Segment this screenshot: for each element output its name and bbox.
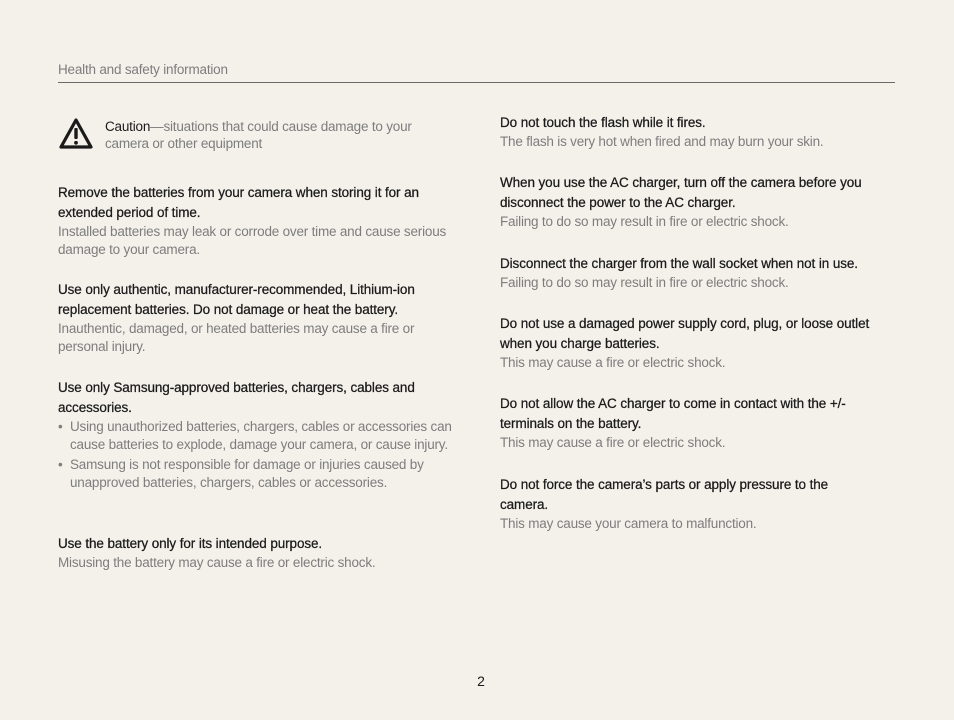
item-heading: Do not force the camera’s parts or apply pressure to the camera. xyxy=(500,477,829,512)
warning-triangle-icon xyxy=(58,117,94,151)
item-heading: Use only authentic, manufacturer-recommended, Lithium-ion replacement batteries. Do not damage or heat the battery. xyxy=(58,282,415,317)
safety-item-disconnect-charger xyxy=(500,254,895,292)
item-body: Installed batteries may leak or corrode over time and cause serious damage to your camera. xyxy=(58,224,447,257)
item-body: Failing to do so may result in fire or electric shock. xyxy=(500,214,789,229)
item-body: This may cause a fire or electric shock. xyxy=(500,355,726,370)
item-heading: Remove the batteries from your camera when storing it for an extended period of time. xyxy=(58,185,419,220)
item-heading: Use only Samsung-approved batteries, chargers, cables and accessories. xyxy=(58,380,415,415)
item-body: Misusing the battery may cause a fire or electric shock. xyxy=(58,555,376,570)
item-heading: When you use the AC charger, turn off the camera before you disconnect the power to the AC charger. xyxy=(500,175,862,210)
bullet-item: • Samsung is not responsible for damage or injuries caused by unapproved batteries, chargers, cables or accessories. xyxy=(58,456,456,491)
header-divider xyxy=(58,82,895,83)
page-number: 2 xyxy=(477,673,485,689)
safety-item-ac-charger-off xyxy=(500,173,895,231)
item-body: This may cause your camera to malfunction. xyxy=(500,516,757,531)
item-heading: Do not use a damaged power supply cord, plug, or loose outlet when you charge batteries. xyxy=(500,316,870,351)
caution-notice xyxy=(58,117,458,157)
caution-description: —situations that could cause damage to your camera or other equipment xyxy=(105,119,412,151)
item-heading: Use the battery only for its intended purpose. xyxy=(58,536,323,551)
caution-text xyxy=(105,118,457,152)
item-heading: Do not touch the flash while it fires. xyxy=(500,115,706,130)
item-body: The flash is very hot when fired and may burn your skin. xyxy=(500,134,824,149)
item-body: Failing to do so may result in fire or electric shock. xyxy=(500,275,789,290)
safety-item-force-parts xyxy=(500,475,875,533)
safety-item-terminals xyxy=(500,394,875,452)
safety-item-damaged-cord xyxy=(500,314,895,372)
header-title: Health and safety information xyxy=(58,62,228,77)
item-bullet-list xyxy=(58,418,456,491)
safety-item-remove-batteries xyxy=(58,183,448,259)
safety-item-authentic-batteries xyxy=(58,280,448,356)
safety-item-approved-accessories xyxy=(58,378,456,494)
item-heading: Disconnect the charger from the wall socket when not in use. xyxy=(500,256,858,271)
item-body: This may cause a fire or electric shock. xyxy=(500,435,726,450)
caution-label: Caution xyxy=(105,119,151,134)
bullet-item: • Using unauthorized batteries, chargers, cables or accessories can cause batteries to explode, damage your camera, or cause injury. xyxy=(58,418,456,453)
item-body: Inauthentic, damaged, or heated batteries may cause a fire or personal injury. xyxy=(58,321,415,354)
safety-item-intended-purpose xyxy=(58,534,448,572)
item-heading: Do not allow the AC charger to come in contact with the +/- terminals on the battery. xyxy=(500,396,846,431)
safety-item-flash xyxy=(500,113,895,151)
